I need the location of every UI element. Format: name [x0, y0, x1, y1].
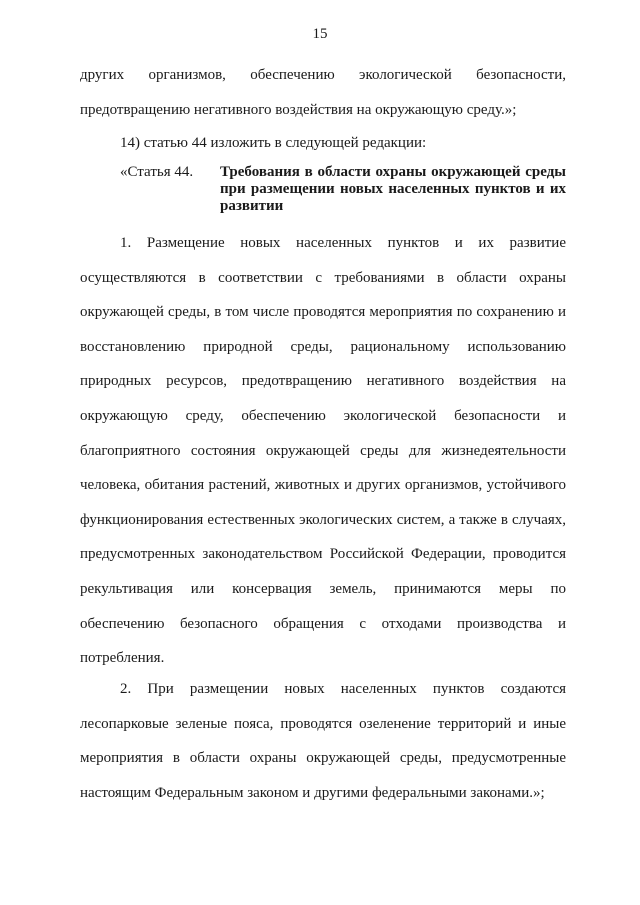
text-line: 2. При размещении новых населенных пунктов создаются — [120, 681, 566, 697]
text-line: предусмотренных законодательством Российской Федерации, проводится — [80, 546, 566, 563]
text-line: других организмов, обеспечению экологической безопасности, — [80, 67, 566, 83]
text-line: предотвращению негативного воздействия на окружающую среду.»; — [80, 101, 517, 118]
text-line: человека, обитания растений, животных и других организмов, устойчивого — [80, 477, 566, 494]
text-line: окружающую среду, обеспечению экологической безопасности и — [80, 407, 566, 424]
amendment-item — [80, 126, 566, 160]
paragraph-1 — [80, 226, 566, 676]
text-line: окружающей среды, в том числе проводятся мероприятия по сохранению и — [80, 304, 566, 321]
text-line: настоящим Федеральным законом и другими федеральными законами.»; — [80, 784, 545, 801]
text-line: функционирования естественных экологических систем, а также в случаях, — [80, 511, 566, 528]
title-line: Требования в области охраны окружающей среды — [220, 164, 566, 180]
title-line: при размещении новых населенных пунктов и их — [220, 181, 566, 197]
article-label: «Статья 44. — [120, 164, 194, 180]
text-line: потребления. — [80, 650, 165, 667]
article-title — [220, 164, 566, 215]
text-line: природных ресурсов, предотвращению негативного воздействия на — [80, 373, 566, 390]
text-line: осуществляются в соответствии с требованиями в области охраны — [80, 269, 566, 286]
page-number: 15 — [312, 26, 328, 42]
item-14-text: 14) статью 44 изложить в следующей редакции: — [120, 135, 427, 151]
text-line: восстановлению природной среды, рациональному использованию — [80, 338, 566, 355]
continuation-text — [80, 58, 566, 127]
text-line: 1. Размещение новых населенных пунктов и их развитие — [120, 235, 566, 251]
text-line: рекультивация или консервация земель, принимаются меры по — [80, 580, 566, 597]
paragraph-2 — [80, 672, 566, 810]
text-line: благоприятного состояния окружающей среды для жизнедеятельности — [80, 442, 566, 459]
text-line: обеспечению безопасного обращения с отходами производства и — [80, 615, 566, 632]
title-line: развитии — [220, 198, 284, 214]
text-line: мероприятия в области охраны окружающей среды, предусмотренные — [80, 750, 566, 767]
text-line: лесопарковые зеленые пояса, проводятся озеленение территорий и иные — [80, 715, 566, 732]
